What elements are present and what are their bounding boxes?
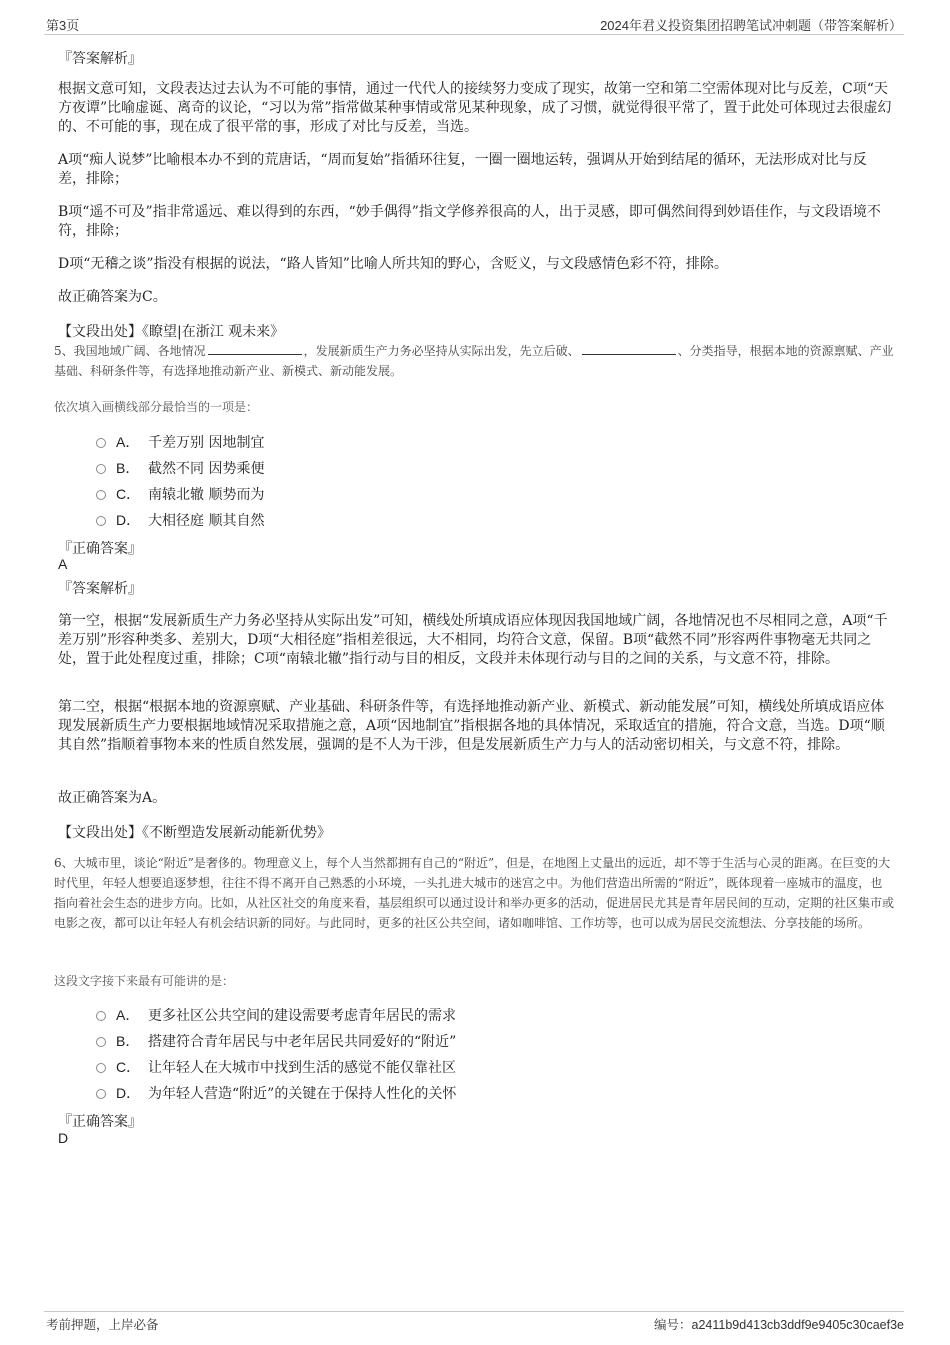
q6-stem: 6、大城市里，谈论“附近”是奢侈的。物理意义上，每个人当然都拥有自己的“附近”，但是，在地图上丈量出的远近，却不等于生活与心灵的距离。在巨变的大时代里，年轻人想要追逐梦想，往往不得不离开自己熟悉的小环境，一头扎进大城市的迷宫之中。为他们营造出所需的“附近”，既体现着一座城市的温度，也指向着社会生态的进步方向。比如，从社区社交的角度来看，基层组织可以通过设计和举办更多的活动，促进居民尤其是青年居民间的互动，定期的社区集市或电影之夜，都可以让年轻人有机会结识新的同好。与此同时，更多的社区公共空间，诸如咖啡馆、工作坊等，也可以成为居民交流想法、分享技能的场所。: [54, 856, 895, 930]
radio-icon[interactable]: [96, 1089, 106, 1099]
q4-analysis-paragraph: 根据文意可知，文段表达过去认为不可能的事情，通过一代代人的接续努力变成了现实，故第一空和第二空需体现对比与反差，C项“天方夜谭”比喻虚诞、离奇的议论，“习以为常”指常做某种事情或常见某种现象，成了习惯，就觉得很平常了，置于此处可体现过去很虚幻的、不可能的事，现在成了很平常的事，形成了对比与反差，当选。: [58, 81, 892, 135]
q5-correct-label: 『正确答案』: [58, 541, 142, 557]
radio-icon[interactable]: [96, 464, 106, 474]
q5-conclusion: 故正确答案为A。: [58, 790, 167, 806]
q4-analysis-label: 『答案解析』: [58, 51, 142, 67]
radio-icon[interactable]: [96, 516, 106, 526]
page-footer: [44, 1311, 904, 1334]
radio-icon[interactable]: [96, 438, 106, 448]
page-number: 第3页: [46, 18, 80, 33]
q5-analysis-label: 『答案解析』: [58, 581, 142, 597]
q4-analysis-paragraph: B项“遥不可及”指非常遥远、难以得到的东西，“妙手偶得”指文学修养很高的人，出于灵感，即可偶然间得到妙语佳作，与文段语境不符，排除；: [58, 204, 881, 239]
q5-option-a[interactable]: A． 千差万别 因地制宜: [96, 432, 264, 452]
q5-analysis-paragraph: 第二空，根据“根据本地的资源禀赋、产业基础、科研条件等，有选择地推动新产业、新模式、新动能发展”可知，横线处所填成语应体现发展新质生产力要根据地域情况采取措施之意，A项“因地制宜”指根据各地的具体情况，采取适宜的措施，符合文意，当选。D项“顺其自然”指顺着事物本来的性质自然发展，强调的是不人为干涉，但是发展新质生产力与人的活动密切相关，与文意不符，排除。: [58, 699, 885, 753]
document-code: [654, 1315, 904, 1333]
q5-option-d[interactable]: D． 大相径庭 顺其自然: [96, 510, 264, 530]
q6-option-a[interactable]: A． 更多社区公共空间的建设需要考虑青年居民的需求: [96, 1005, 456, 1025]
q4-analysis-paragraph: A项“痴人说梦”比喻根本办不到的荒唐话，“周而复始”指循环往复，一圈一圈地运转，强调从开始到结尾的循环，无法形成对比与反差，排除；: [58, 152, 867, 187]
q6-correct-answer: D: [58, 1130, 69, 1146]
q5-stem-part: 5、我国地域广阔、各地情况: [54, 344, 206, 358]
q5-blank-2: [582, 343, 676, 355]
q6-option-b[interactable]: B． 搭建符合青年居民与中老年居民共同爱好的“附近”: [96, 1031, 456, 1051]
radio-icon[interactable]: [96, 1063, 106, 1073]
radio-icon[interactable]: [96, 1037, 106, 1047]
q6-correct-label: 『正确答案』: [58, 1114, 142, 1130]
q6-prompt: 这段文字接下来最有可能讲的是：: [54, 974, 235, 988]
radio-icon[interactable]: [96, 490, 106, 500]
radio-icon[interactable]: [96, 1011, 106, 1021]
q6-option-c[interactable]: C． 让年轻人在大城市中找到生活的感觉不能仅靠社区: [96, 1057, 456, 1077]
q5-blank-1: [208, 343, 302, 355]
q5-option-c[interactable]: C． 南辕北辙 顺势而为: [96, 484, 264, 504]
q5-prompt: 依次填入画横线部分最恰当的一项是：: [54, 400, 259, 414]
q5-correct-answer: A: [58, 556, 68, 572]
q4-analysis-paragraph: D项“无稽之谈”指没有根据的说法，“路人皆知”比喻人所共知的野心，含贬义，与文段感情色彩不符，排除。: [58, 256, 728, 272]
q6-option-d[interactable]: D． 为年轻人营造“附近”的关键在于保持人性化的关怀: [96, 1083, 456, 1103]
q5-stem-part: ，发展新质生产力务必坚持从实际出发，先立后破、: [303, 344, 580, 358]
q5-analysis-paragraph: 第一空，根据“发展新质生产力务必坚持从实际出发”可知，横线处所填成语应体现因我国地域广阔，各地情况也不尽相同之意，A项“千差万别”形容种类多、差别大，D项“大相径庭”指相差很远，大不相同，均符合文意，保留。B项“截然不同”形容两件事物毫无共同之处，置于此处程度过重，排除；C项“南辕北辙”指行动与目的相反，文段并未体现行动与目的之间的关系，与文意不符，排除。: [58, 613, 888, 667]
document-code-label: 编号：: [654, 1318, 692, 1332]
q4-source: 【文段出处】《瞭望|在浙江 观未来》: [58, 324, 285, 340]
footer-slogan: 考前押题，上岸必备: [46, 1318, 159, 1332]
q5-stem: [54, 341, 894, 381]
document-title: 2024年君义投资集团招聘笔试冲刺题（带答案解析）: [600, 18, 902, 33]
q4-conclusion: 故正确答案为C。: [58, 289, 167, 305]
q5-option-b[interactable]: B． 截然不同 因势乘便: [96, 458, 264, 478]
page-header: [44, 14, 904, 35]
q5-stem-part: 、分类指导，根据本地的资源禀赋、产业基础、科研条件等，有选择地推动新产业、新模式、新动能发展。: [54, 344, 894, 378]
q5-source: 【文段出处】《不断塑造发展新动能新优势》: [58, 825, 331, 841]
document-code-value: a2411b9d413cb3ddf9e9405c30caef3e: [691, 1318, 904, 1332]
